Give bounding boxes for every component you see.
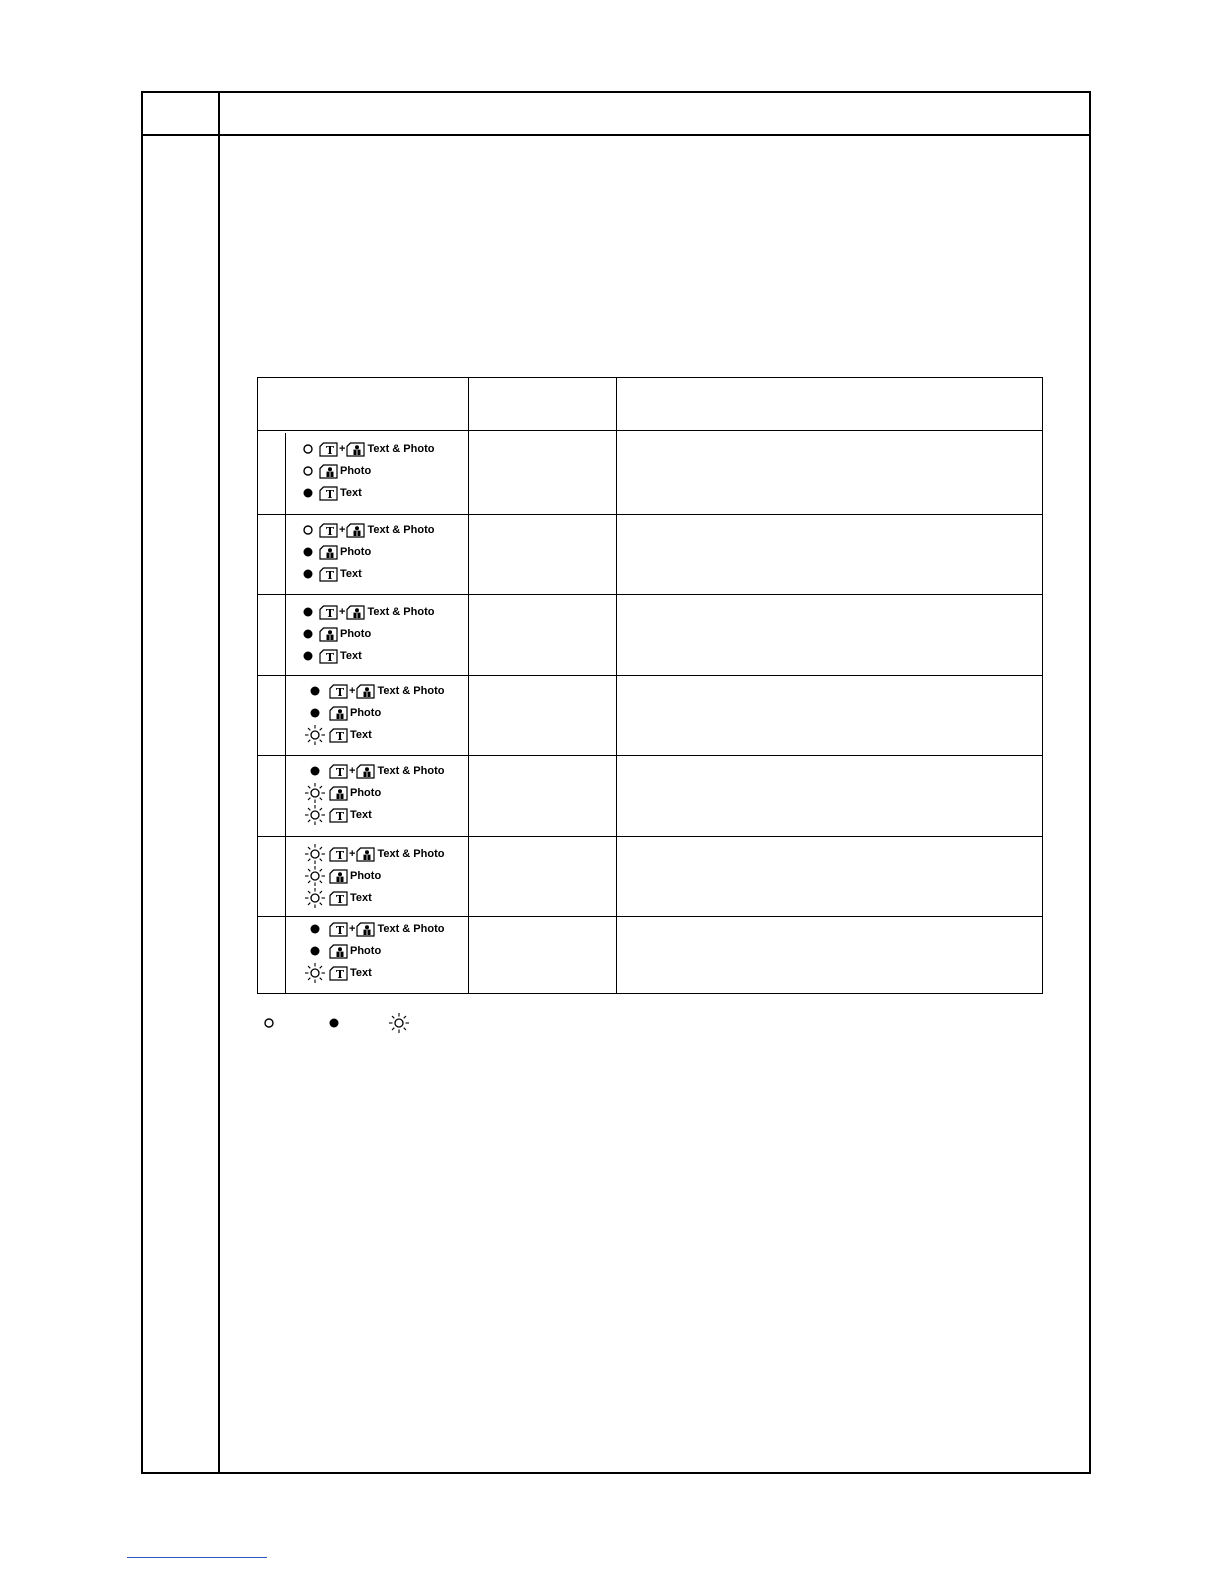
photo-document-icon	[319, 464, 338, 479]
text-document-icon	[329, 847, 348, 862]
text-document-icon	[319, 442, 338, 457]
mode-label: Text	[350, 892, 372, 904]
svg-text:T: T	[335, 892, 345, 906]
table-row-divider	[258, 755, 1042, 756]
mode-indicator	[302, 866, 381, 886]
lamp-blink-icon	[302, 724, 328, 746]
svg-text:T: T	[325, 443, 335, 457]
lamp-on-icon	[326, 1015, 342, 1035]
mode-label: Text	[350, 967, 372, 979]
footer-link-underline	[127, 1557, 267, 1558]
text-document-icon	[319, 649, 338, 664]
legend-on	[326, 1015, 342, 1035]
mode-label: Text	[340, 568, 362, 580]
mode-indicator	[298, 483, 362, 503]
table-row-divider	[258, 675, 1042, 676]
mode-label: Photo	[350, 945, 382, 957]
legend-off	[261, 1015, 277, 1035]
mode-indicator	[302, 725, 372, 745]
lamp-on-icon	[302, 684, 328, 698]
mode-indicator	[298, 564, 362, 584]
mode-indicator	[302, 919, 444, 939]
table-sub-divider	[285, 433, 286, 993]
mode-label: Text	[340, 650, 362, 662]
mode-label: Photo	[340, 546, 372, 558]
svg-text:T: T	[335, 848, 345, 862]
lamp-on-icon	[298, 486, 318, 500]
mode-indicator	[298, 542, 371, 562]
text-document-icon	[329, 966, 348, 981]
lamp-blink-icon	[302, 865, 328, 887]
text-document-icon	[319, 567, 338, 582]
lamp-off-icon	[298, 523, 318, 537]
svg-text:T: T	[335, 729, 345, 743]
photo-document-icon	[329, 944, 348, 959]
mode-label: Photo	[350, 707, 382, 719]
lamp-on-icon	[298, 567, 318, 581]
mode-label: Photo	[350, 787, 382, 799]
lamp-off-icon	[261, 1015, 277, 1035]
lamp-off-icon	[298, 464, 318, 478]
plus-sign: +	[349, 923, 356, 935]
photo-document-icon	[319, 545, 338, 560]
lamp-blink-icon	[302, 962, 328, 984]
svg-text:T: T	[335, 967, 345, 981]
photo-document-icon	[346, 442, 365, 457]
plus-sign: +	[339, 443, 346, 455]
text-document-icon	[319, 523, 338, 538]
table-header-divider	[258, 430, 1042, 431]
photo-document-icon	[329, 869, 348, 884]
mode-indicator	[298, 461, 371, 481]
text-document-icon	[329, 922, 348, 937]
photo-document-icon	[356, 764, 375, 779]
text-document-icon	[329, 684, 348, 699]
plus-sign: +	[349, 765, 356, 777]
mode-label: Text & Photo	[367, 443, 435, 455]
photo-document-icon	[346, 523, 365, 538]
lamp-on-icon	[298, 545, 318, 559]
mode-indicator	[302, 783, 381, 803]
table-row-divider	[258, 594, 1042, 595]
lamp-off-icon	[298, 442, 318, 456]
mode-label: Text	[350, 729, 372, 741]
text-document-icon	[329, 891, 348, 906]
photo-document-icon	[329, 786, 348, 801]
mode-label: Text & Photo	[377, 765, 445, 777]
svg-text:T: T	[335, 809, 345, 823]
table-col-divider-2	[616, 378, 617, 993]
mode-label: Text & Photo	[377, 848, 445, 860]
plus-sign: +	[339, 524, 346, 536]
mode-label: Text & Photo	[367, 606, 435, 618]
svg-text:T: T	[325, 487, 335, 501]
lamp-blink-icon	[302, 782, 328, 804]
mode-label: Text	[350, 809, 372, 821]
table-row-divider	[258, 514, 1042, 515]
lamp-on-icon	[298, 649, 318, 663]
mode-label: Photo	[340, 465, 372, 477]
lamp-blink-icon	[302, 887, 328, 909]
lamp-on-icon	[302, 922, 328, 936]
photo-document-icon	[346, 605, 365, 620]
mode-indicator	[302, 703, 381, 723]
lamp-on-icon	[298, 605, 318, 619]
lamp-blink-icon	[302, 843, 328, 865]
mode-indicator	[302, 941, 381, 961]
mode-indicator	[298, 439, 434, 459]
photo-document-icon	[329, 706, 348, 721]
table-row-divider	[258, 836, 1042, 837]
mode-indicator	[298, 520, 434, 540]
table-row-divider	[258, 916, 1042, 917]
text-document-icon	[329, 764, 348, 779]
svg-text:T: T	[335, 765, 345, 779]
mode-label: Photo	[350, 870, 382, 882]
text-document-icon	[319, 486, 338, 501]
mode-indicator	[302, 761, 444, 781]
lamp-on-icon	[302, 764, 328, 778]
svg-text:T: T	[335, 923, 345, 937]
mode-label: Text	[340, 487, 362, 499]
lamp-on-icon	[302, 944, 328, 958]
plus-sign: +	[349, 848, 356, 860]
mode-indicator	[302, 963, 372, 983]
svg-text:T: T	[325, 650, 335, 664]
mode-label: Text & Photo	[367, 524, 435, 536]
photo-document-icon	[356, 847, 375, 862]
photo-document-icon	[356, 684, 375, 699]
mode-indicator	[298, 646, 362, 666]
lamp-blink-icon	[388, 1012, 410, 1038]
svg-text:T: T	[325, 568, 335, 582]
legend-blink	[388, 1015, 410, 1035]
table-col-divider-1	[468, 378, 469, 993]
photo-document-icon	[356, 922, 375, 937]
lamp-blink-icon	[302, 804, 328, 826]
svg-text:T: T	[335, 685, 345, 699]
mode-indicator	[298, 602, 434, 622]
mode-indicator	[298, 624, 371, 644]
mode-label: Text & Photo	[377, 685, 445, 697]
mode-indicator	[302, 844, 444, 864]
lamp-on-icon	[298, 627, 318, 641]
plus-sign: +	[349, 685, 356, 697]
header-divider	[141, 134, 1091, 136]
mode-label: Text & Photo	[377, 923, 445, 935]
plus-sign: +	[339, 606, 346, 618]
svg-text:T: T	[325, 524, 335, 538]
text-document-icon	[329, 808, 348, 823]
text-document-icon	[329, 728, 348, 743]
photo-document-icon	[319, 627, 338, 642]
mode-indicator	[302, 805, 372, 825]
svg-text:T: T	[325, 606, 335, 620]
column-divider	[218, 91, 220, 1474]
lamp-on-icon	[302, 706, 328, 720]
text-document-icon	[319, 605, 338, 620]
mode-indicator	[302, 681, 444, 701]
mode-label: Photo	[340, 628, 372, 640]
mode-indicator	[302, 888, 372, 908]
